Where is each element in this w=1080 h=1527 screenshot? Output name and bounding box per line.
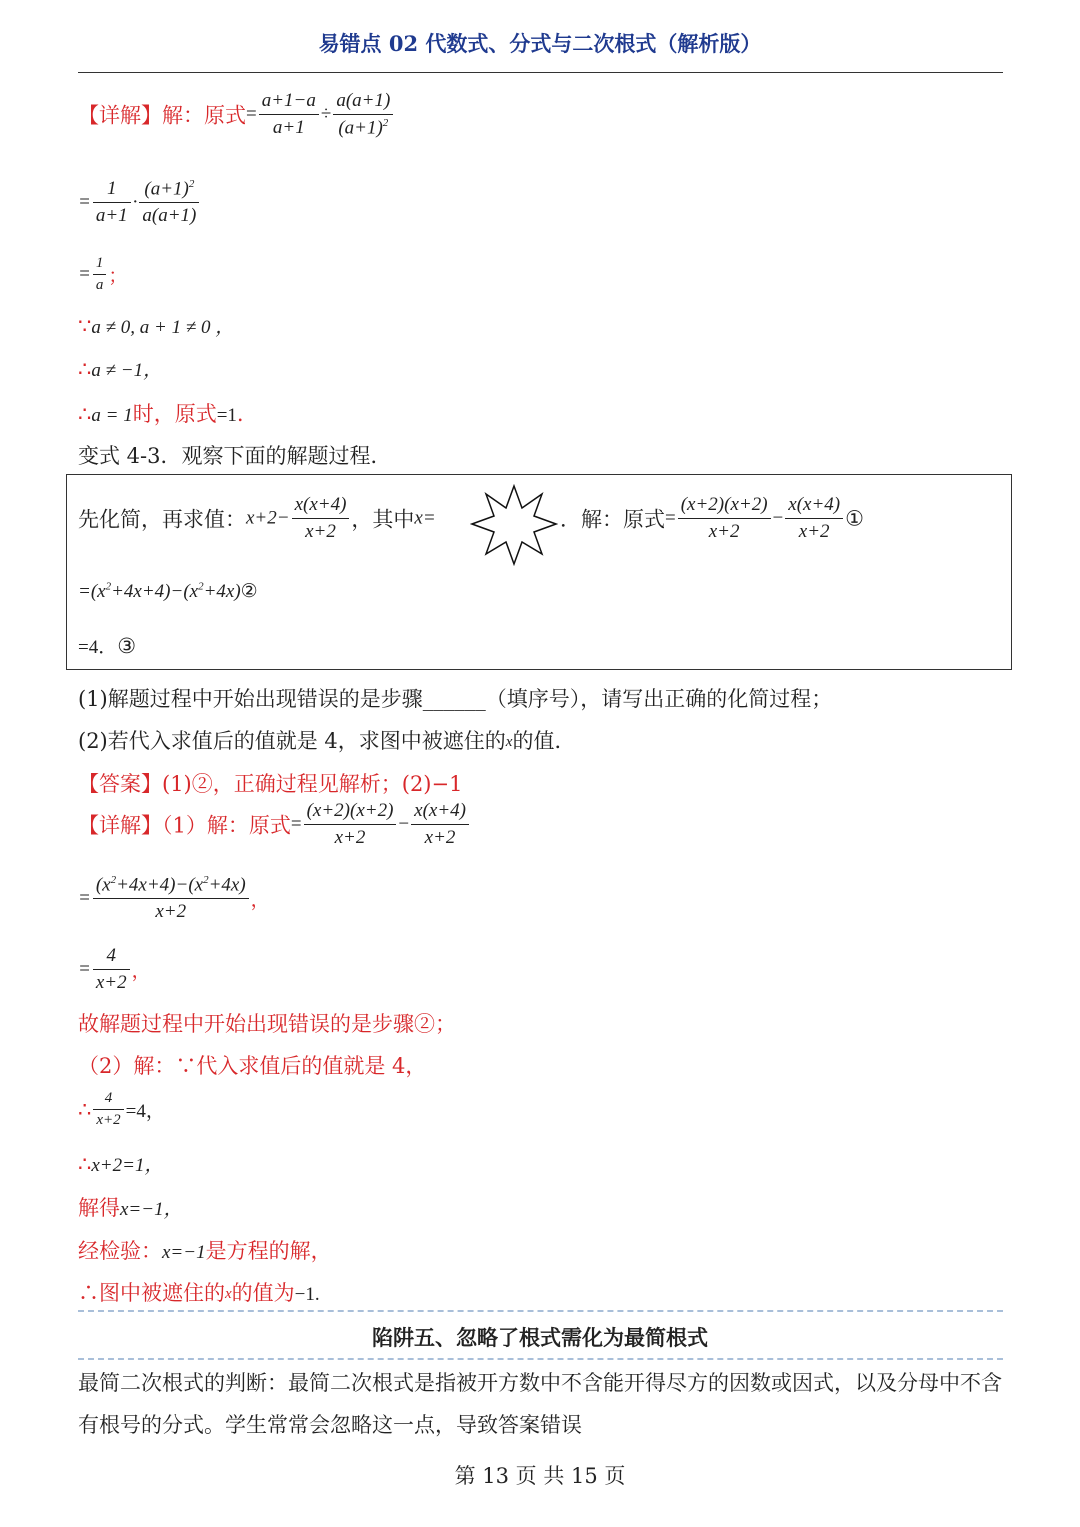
- variant-label: 变式 4-3．观察下面的解题过程．: [78, 444, 392, 468]
- solution2-eq1: ∴ $\frac{4}{x+2}$ =4，: [78, 1090, 165, 1128]
- header-rule: [78, 72, 1003, 73]
- fraction-4: $\frac{(a+1)^2}{a(a+1)}$: [139, 178, 199, 227]
- step-mark-2: ②: [240, 580, 258, 602]
- fraction-3: $\frac{1}{a+1}$: [93, 178, 131, 227]
- fraction-2-num: a(a+1): [333, 90, 393, 115]
- box-fraction-3: $\frac{x(x+4)}{x+2}$: [785, 494, 843, 543]
- step-mark-1: ①: [845, 506, 864, 531]
- equals-sign: =: [246, 103, 257, 125]
- solution2-part2: （2）解：∵代入求值后的值就是 4，: [78, 1054, 427, 1078]
- eight-point-star-icon: [470, 484, 558, 566]
- section-title: 陷阱五、忽略了根式需化为最简根式: [372, 1326, 708, 1350]
- fraction-2-den: $(a+1)^2$: [338, 117, 389, 139]
- solution2-check: 经检验：x=−1是方程的解，: [78, 1239, 332, 1263]
- solution1-lead: 解：原式: [162, 103, 246, 128]
- therefore-line-2: ∴a = 1时，原式=1.: [78, 402, 244, 426]
- solution1-label: 【详解】: [78, 103, 162, 128]
- because-line: ∵a ≠ 0, a + 1 ≠ 0 ，: [78, 314, 235, 338]
- box-line3: =4．③: [78, 634, 137, 658]
- solution2-final: ∴图中被遮住的x的值为−1.: [78, 1281, 320, 1305]
- solution1-line2: = $\frac{1}{a+1}$ · $\frac{(a+1)^2}{a(a+1)}$: [78, 178, 201, 227]
- box-line2: $=(x^2+4x+4)-(x^2+4x)②$: [78, 580, 258, 602]
- answer-line: 【答案】(1)②，正确过程见解析；(2)−1: [78, 772, 463, 796]
- header-title: 易错点 02 代数式、分式与二次根式（解析版）: [318, 31, 762, 56]
- solution2-line1: 【详解】（1）解：原式= $\frac{(x+2)(x+2)}{x+2}$ − $\frac{x(x+4)}{x+2}$: [78, 800, 471, 849]
- fraction-1-den: a+1: [272, 117, 305, 139]
- box-fraction-2: $\frac{(x+2)(x+2)}{x+2}$: [678, 494, 771, 543]
- therefore-line-1: ∴a ≠ −1，: [78, 357, 163, 381]
- solution2-conclusion: 故解题过程中开始出现错误的是步骤②；: [78, 1012, 456, 1036]
- solution1-line1: [78, 90, 395, 139]
- fraction-2: [333, 90, 393, 139]
- solution2-solve: 解得x=−1，: [78, 1196, 183, 1220]
- fraction-1-num: a+1−a: [259, 90, 319, 115]
- page-footer: 第 13 页 共 15 页: [454, 1464, 626, 1488]
- question-1: (1)解题过程中开始出现错误的是步骤______（填序号），请写出正确的化简过程；: [78, 687, 833, 711]
- box-line1: 先化简，再求值：x+2− $\frac{x(x+4)}{x+2}$ ，其中x=: [78, 494, 436, 542]
- box-line1-right: ．解：原式= $\frac{(x+2)(x+2)}{x+2}$ − $\frac{x(x+4)}{x+2}$ ①: [560, 494, 864, 542]
- question-2: (2)若代入求值后的值就是 4，求图中被遮住的x的值．: [78, 729, 576, 753]
- section-divider-top: [78, 1310, 1003, 1312]
- section-body: 最简二次根式的判断：最简二次根式是指被开方数中不含能开得尽方的因数或因式，以及分母中不含有根号的分式。学生常常会忽略这一点，导致答案错误: [78, 1371, 1002, 1437]
- box-fraction-1: $\frac{x(x+4)}{x+2}$: [292, 494, 350, 543]
- divide-sign: ÷: [320, 103, 332, 125]
- solution2-line2: = $\frac{(x^2+4x+4)-(x^2+4x)}{x+2}$ ，: [78, 874, 270, 923]
- fraction-1: [259, 90, 319, 139]
- solution2-eq2: ∴x+2=1，: [78, 1152, 164, 1176]
- solution2-line3: = $\frac{4}{x+2}$ ，: [78, 945, 151, 993]
- step-mark-3: ③: [117, 634, 137, 658]
- section-divider-bottom: [78, 1358, 1003, 1360]
- solution1-line3: = $\frac{1}{a}$ ；: [78, 255, 128, 293]
- fraction-5: $\frac{1}{a}$: [93, 255, 107, 294]
